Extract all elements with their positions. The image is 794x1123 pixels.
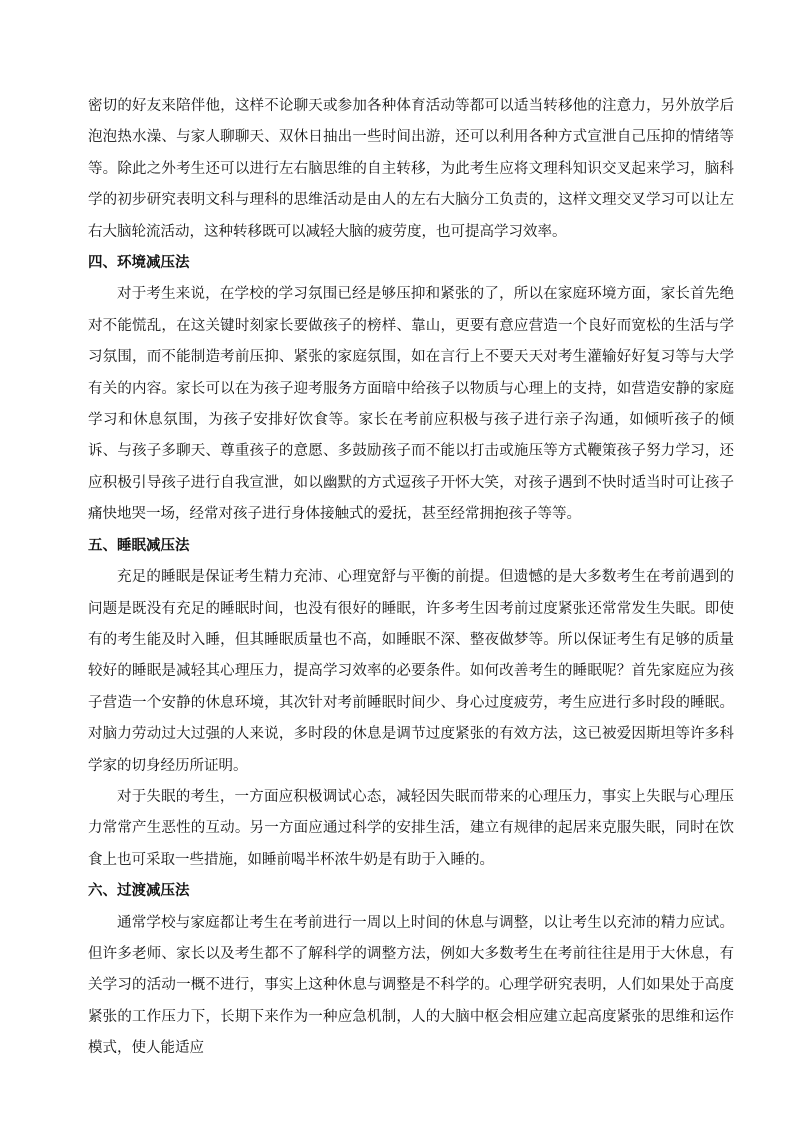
paragraph-transition: 通常学校与家庭都让考生在考前进行一周以上时间的休息与调整，以让考生以充沛的精力应试。但许多老师、家长以及考生都不了解科学的调整方法，例如大多数考生在考前往往是用于大休息，有关学习的活动一概不进行，事实上这种休息与调整是不科学的。心理学研究表明，人们如果处于高度紧张的工作压力下，长期下来作为一种应急机制，人的大脑中枢会相应建立起高度紧张的思维和运作模式，使人能适应 [88, 914, 734, 1057]
paragraph-insomnia: 对于失眠的考生，一方面应积极调试心态，减轻因失眠而带来的心理压力，事实上失眠与心理压力常常产生恶性的互动。另一方面应通过科学的安排生活，建立有规律的起居来克服失眠，同时在饮食上也可采取一些措施，如睡前喝半杯浓牛奶是有助于入睡的。 [88, 788, 734, 868]
section-heading-sleep: 五、睡眠减压法 [88, 537, 190, 554]
document-body [88, 91, 734, 1065]
section-heading-transition: 六、过渡减压法 [88, 883, 190, 900]
paragraph-sleep: 充足的睡眠是保证考生精力充沛、心理宽舒与平衡的前提。但遗憾的是大多数考生在考前遇到的问题是既没有充足的睡眠时间，也没有很好的睡眠，许多考生因考前过度紧张还常常发生失眠。即使有的考生能及时入睡，但其睡眠质量也不高，如睡眠不深、整夜做梦等。所以保证考生有足够的质量较好的睡眠是减轻其心理压力，提高学习效率的必要条件。如何改善考生的睡眠呢？首先家庭应为孩子营造一个安静的休息环境，其次针对考前睡眠时间少、身心过度疲劳，考生应进行多时段的睡眠。对脑力劳动过大过强的人来说，多时段的休息是调节过度紧张的有效方法，这已被爱因斯坦等许多科学家的切身经历所证明。 [88, 569, 734, 774]
paragraph-attention-transfer: 密切的好友来陪伴他，这样不论聊天或参加各种体育活动等都可以适当转移他的注意力，另外放学后泡泡热水澡、与家人聊聊天、双休日抽出一些时间出游，还可以利用各种方式宣泄自己压抑的情绪等等。除此之外考生还可以进行左右脑思维的自主转移，为此考生应将文理科知识交叉起来学习，脑科学的初步研究表明文科与理科的思维活动是由人的左右大脑分工负责的，这样文理交叉学习可以让左右大脑轮流活动，这种转移既可以减轻大脑的疲劳度，也可提高学习效率。 [88, 98, 734, 240]
section-heading-environment: 四、环境减压法 [88, 255, 190, 272]
paragraph-environment: 对于考生来说，在学校的学习氛围已经是够压抑和紧张的了，所以在家庭环境方面，家长首先绝对不能慌乱，在这关键时刻家长要做孩子的榜样、靠山，更要有意应营造一个良好而宽松的生活与学习氛围，而不能制造考前压抑、紧张的家庭氛围，如在言行上不要天天对考生灌输好好复习等与大学有关的内容。家长可以在为孩子迎考服务方面暗中给孩子以物质与心理上的支持，如营造安静的家庭学习和休息氛围，为孩子安排好饮食等。家长在考前应积极与孩子进行亲子沟通，如倾听孩子的倾诉、与孩子多聊天、尊重孩子的意愿、多鼓励孩子而不能以打击或施压等方式鞭策孩子努力学习，还应积极引导孩子进行自我宣泄，如以幽默的方式逗孩子开怀大笑，对孩子遇到不快时适当时可让孩子痛快地哭一场，经常对孩子进行身体接触式的爱抚，甚至经常拥抱孩子等等。 [88, 286, 734, 523]
